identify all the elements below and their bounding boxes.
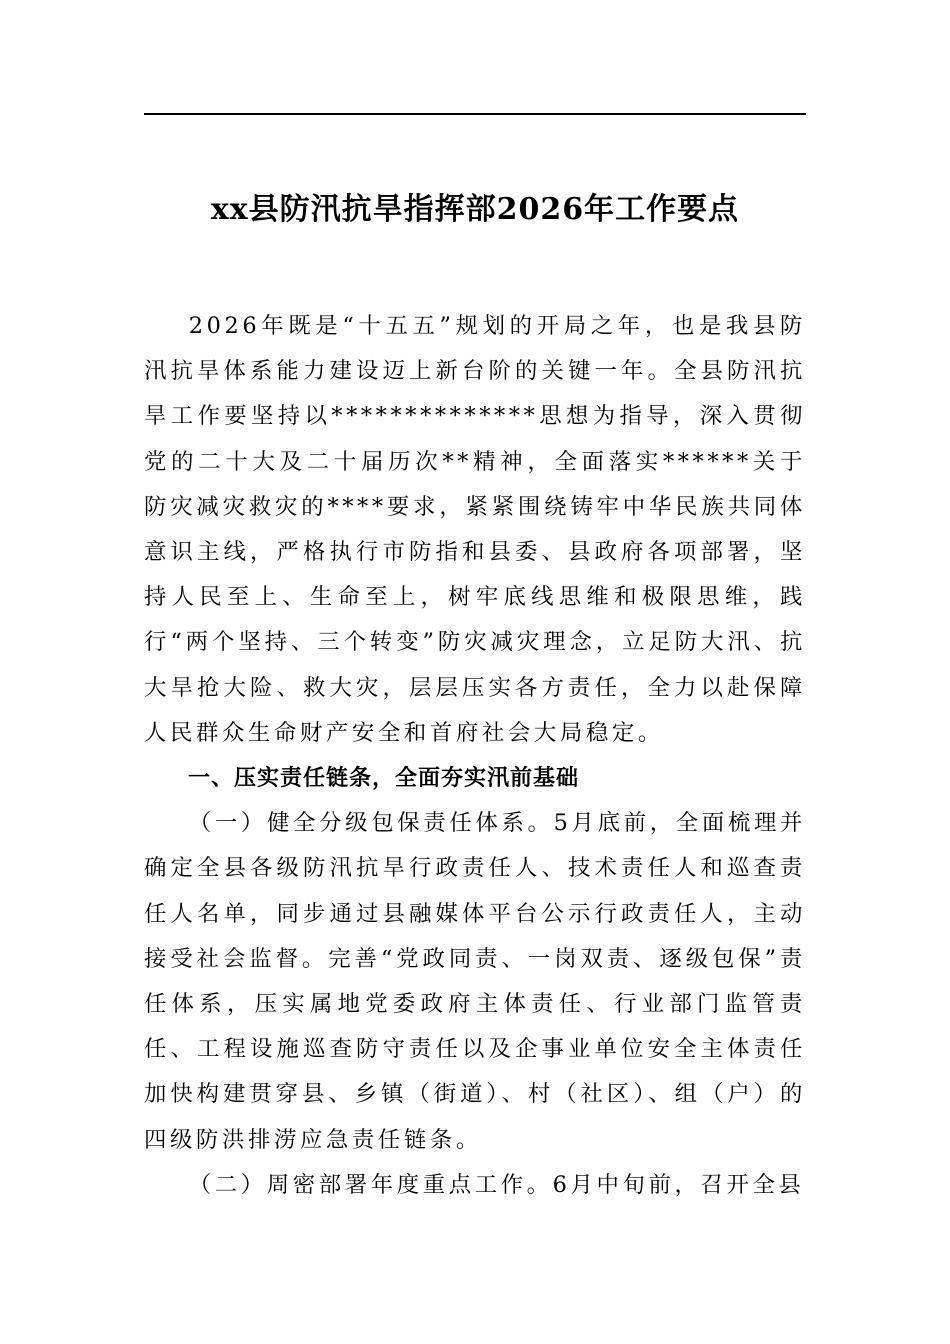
document-title: xx县防汛抗旱指挥部2026年工作要点	[210, 192, 740, 227]
header-rule	[144, 113, 806, 115]
intro-paragraph: 2026年既是“十五五”规划的开局之年，也是我县防汛抗旱体系能力建设迈上新台阶的关键一年。全县防汛抗旱工作要坚持以**************思想为指导，深入贯彻党的二十大及二十届历次**精神，全面落实******关于防灾减灾救灾的****要求，紧紧围绕铸牢中华民族共同体意识主线，严格执行市防指和县委、县政府各项部署，坚持人民至上、生命至上，树牢底线思维和极限思维，践行“两个坚持、三个转变”防灾减灾理念，立足防大汛、抗大旱抢大险、救大灾，层层压实各方责任，全力以赴保障人民群众生命财产安全和首府社会大局稳定。	[144, 313, 806, 746]
section-heading-1: 一、压实责任链条，全面夯实汛前基础	[188, 766, 580, 792]
item-paragraph-2: （二）周密部署年度重点工作。6月中旬前，召开全县	[188, 1171, 805, 1198]
item-paragraph-1: （一）健全分级包保责任体系。5月底前，全面梳理并确定全县各级防汛抗旱行政责任人、技术责任人和巡查责任人名单，同步通过县融媒体平台公示行政责任人，主动接受社会监督。完善“党政同责、一岗双责、逐级包保”责任体系，压实属地党委政府主体责任、行业部门监管责任、工程设施巡查防守责任以及企事业单位安全主体责任加快构建贯穿县、乡镇（街道）、村（社区）、组（户）的四级防洪排涝应急责任链条。	[144, 810, 806, 1153]
document-body	[144, 304, 806, 1208]
